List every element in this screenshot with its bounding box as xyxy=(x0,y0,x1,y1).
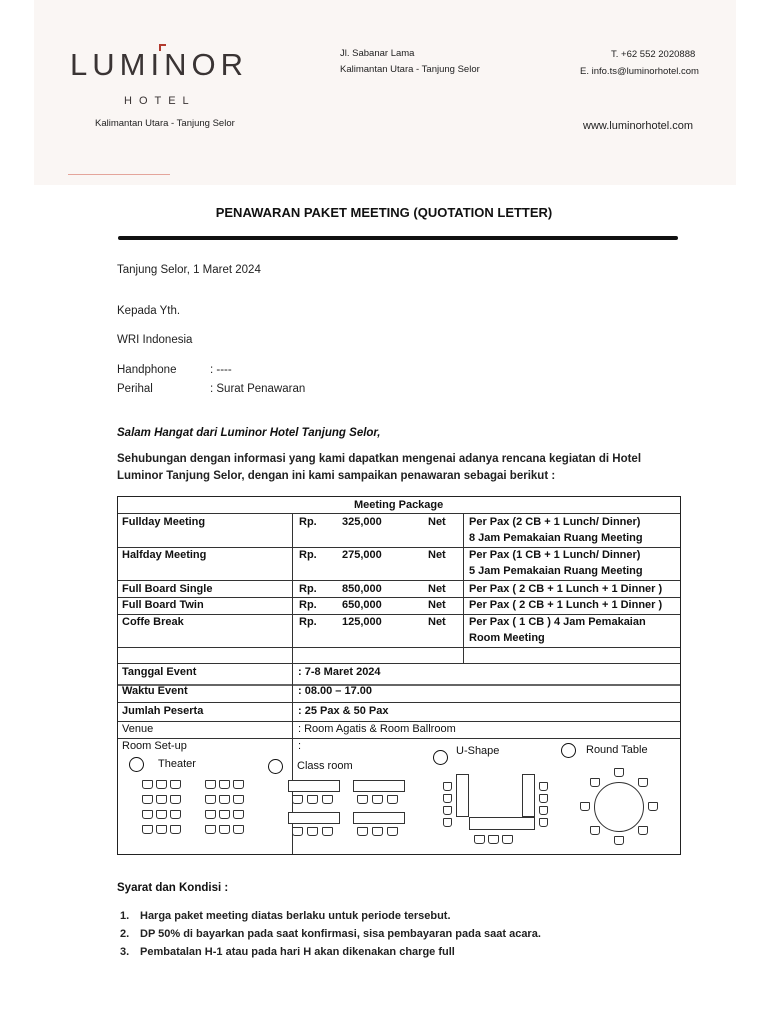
classroom-radio[interactable] xyxy=(268,759,283,774)
package-currency: Rp. xyxy=(299,616,317,628)
seat-icon xyxy=(372,827,383,836)
round-table-radio[interactable] xyxy=(561,743,576,758)
term-text: Pembatalan H-1 atau pada hari H akan dikenakan charge full xyxy=(140,946,455,958)
round-table-label: Round Table xyxy=(586,744,648,756)
seat-icon xyxy=(292,827,303,836)
package-name: Full Board Single xyxy=(122,583,213,595)
intro-line-2: Luminor Tanjung Selor, dengan ini kami sampaikan penawaran sebagai berikut : xyxy=(117,470,556,482)
seat-icon xyxy=(156,825,167,834)
package-price: 125,000 xyxy=(342,616,382,628)
classroom-label: Class room xyxy=(297,760,353,772)
package-desc: Per Pax ( 1 CB ) 4 Jam Pemakaian xyxy=(469,616,646,628)
handphone-label: Handphone xyxy=(117,364,177,376)
package-price: 650,000 xyxy=(342,599,382,611)
seat-icon xyxy=(142,810,153,819)
package-price: 325,000 xyxy=(342,516,382,528)
seat-icon xyxy=(539,806,548,815)
package-desc: Per Pax (2 CB + 1 Lunch/ Dinner) xyxy=(469,516,641,528)
package-net: Net xyxy=(428,516,446,528)
seat-icon xyxy=(539,818,548,827)
seat-icon xyxy=(219,810,230,819)
package-currency: Rp. xyxy=(299,549,317,561)
seat-icon xyxy=(233,780,244,789)
seat-icon xyxy=(614,836,624,845)
seat-icon xyxy=(474,835,485,844)
ushape-radio[interactable] xyxy=(433,750,448,765)
subject-value: : Surat Penawaran xyxy=(210,383,306,395)
seat-icon xyxy=(502,835,513,844)
intro-paragraph xyxy=(117,451,653,485)
round-table-shape xyxy=(594,782,644,832)
participants-value: : 25 Pax & 50 Pax xyxy=(298,705,389,717)
logo-accent-mark xyxy=(159,44,166,51)
letterhead xyxy=(34,0,736,185)
terms-title: Syarat dan Kondisi : xyxy=(117,882,229,894)
seat-icon xyxy=(219,780,230,789)
seat-icon xyxy=(648,802,658,811)
event-time-label: Waktu Event xyxy=(122,685,188,697)
seat-icon xyxy=(638,826,648,835)
package-desc: Per Pax (1 CB + 1 Lunch/ Dinner) xyxy=(469,549,641,561)
seat-icon xyxy=(156,810,167,819)
event-date-value: : 7-8 Maret 2024 xyxy=(298,666,381,678)
term-item xyxy=(120,910,451,922)
seat-icon xyxy=(443,818,452,827)
meeting-package-table xyxy=(117,496,681,855)
desk-shape xyxy=(469,817,535,830)
ushape-label: U-Shape xyxy=(456,745,500,757)
seat-icon xyxy=(233,810,244,819)
package-desc-2: Room Meeting xyxy=(469,632,545,644)
seat-icon xyxy=(357,827,368,836)
seat-icon xyxy=(590,826,600,835)
desk-shape xyxy=(353,780,405,792)
participants-label: Jumlah Peserta xyxy=(122,705,204,717)
seat-icon xyxy=(219,825,230,834)
desk-shape xyxy=(353,812,405,824)
seat-icon xyxy=(205,810,216,819)
seat-icon xyxy=(590,778,600,787)
place-date: Tanjung Selor, 1 Maret 2024 xyxy=(117,264,261,276)
theater-label: Theater xyxy=(158,758,196,770)
seat-icon xyxy=(170,780,181,789)
title-underline xyxy=(118,236,678,240)
seat-icon xyxy=(372,795,383,804)
package-currency: Rp. xyxy=(299,599,317,611)
term-text: DP 50% di bayarkan pada saat konfirmasi, sisa pembayaran pada saat acara. xyxy=(140,928,541,940)
package-net: Net xyxy=(428,549,446,561)
package-desc: Per Pax ( 2 CB + 1 Lunch + 1 Dinner ) xyxy=(469,599,663,611)
seat-icon xyxy=(205,795,216,804)
phone-number: T. +62 552 2020888 xyxy=(611,49,696,60)
seat-icon xyxy=(156,780,167,789)
greeting: Salam Hangat dari Luminor Hotel Tanjung Selor, xyxy=(117,427,381,439)
package-desc-2: 8 Jam Pemakaian Ruang Meeting xyxy=(469,532,643,544)
email-address: E. info.ts@luminorhotel.com xyxy=(580,66,699,77)
seat-icon xyxy=(322,795,333,804)
room-setup-label: Room Set-up xyxy=(122,740,187,752)
document-title: PENAWARAN PAKET MEETING (QUOTATION LETTER) xyxy=(215,205,553,220)
seat-icon xyxy=(142,780,153,789)
recipient-name: WRI Indonesia xyxy=(117,334,193,346)
package-desc-2: 5 Jam Pemakaian Ruang Meeting xyxy=(469,565,643,577)
term-text: Harga paket meeting diatas berlaku untuk periode tersebut. xyxy=(140,910,451,922)
desk-shape xyxy=(288,780,340,792)
seat-icon xyxy=(387,795,398,804)
venue-value: : Room Agatis & Room Ballroom xyxy=(298,723,456,735)
room-setup-value: : xyxy=(298,740,302,752)
event-time-value: : 08.00 – 17.00 xyxy=(298,685,373,697)
package-desc: Per Pax ( 2 CB + 1 Lunch + 1 Dinner ) xyxy=(469,583,663,595)
subject-label: Perihal xyxy=(117,383,153,395)
term-number: 2. xyxy=(120,928,130,940)
seat-icon xyxy=(443,806,452,815)
term-item xyxy=(120,928,541,940)
seat-icon xyxy=(443,794,452,803)
package-name: Full Board Twin xyxy=(122,599,204,611)
seat-icon xyxy=(488,835,499,844)
seat-icon xyxy=(322,827,333,836)
seat-icon xyxy=(539,794,548,803)
package-name: Fullday Meeting xyxy=(122,516,206,528)
seat-icon xyxy=(357,795,368,804)
package-net: Net xyxy=(428,583,446,595)
package-name: Halfday Meeting xyxy=(122,549,207,561)
seat-icon xyxy=(142,795,153,804)
table-header: Meeting Package xyxy=(354,499,444,511)
package-net: Net xyxy=(428,616,446,628)
desk-shape xyxy=(522,774,535,817)
event-date-label: Tanggal Event xyxy=(122,666,197,678)
seat-icon xyxy=(292,795,303,804)
address-line-1: Jl. Sabanar Lama xyxy=(340,48,415,59)
seat-icon xyxy=(233,795,244,804)
seat-icon xyxy=(638,778,648,787)
seat-icon xyxy=(170,825,181,834)
package-price: 850,000 xyxy=(342,583,382,595)
seat-icon xyxy=(219,795,230,804)
desk-shape xyxy=(288,812,340,824)
seat-icon xyxy=(142,825,153,834)
seat-icon xyxy=(156,795,167,804)
package-currency: Rp. xyxy=(299,583,317,595)
seat-icon xyxy=(205,780,216,789)
package-name: Coffe Break xyxy=(122,616,184,628)
seat-icon xyxy=(205,825,216,834)
package-price: 275,000 xyxy=(342,549,382,561)
letterhead-divider xyxy=(68,174,170,175)
letterhead-region: Kalimantan Utara - Tanjung Selor xyxy=(95,118,235,129)
intro-line-1: Sehubungan dengan informasi yang kami dapatkan mengenai adanya rencana kegiatan di Hotel xyxy=(117,453,642,465)
seat-icon xyxy=(307,827,318,836)
website-link[interactable]: www.luminorhotel.com xyxy=(583,120,694,132)
desk-shape xyxy=(456,774,469,817)
address-line-2: Kalimantan Utara - Tanjung Selor xyxy=(340,64,480,75)
term-number: 3. xyxy=(120,946,130,958)
hotel-logo-sub: HOTEL xyxy=(124,95,196,107)
theater-radio[interactable] xyxy=(129,757,144,772)
venue-label: Venue xyxy=(122,723,154,735)
seat-icon xyxy=(580,802,590,811)
seat-icon xyxy=(614,768,624,777)
seat-icon xyxy=(443,782,452,791)
seat-icon xyxy=(307,795,318,804)
seat-icon xyxy=(170,810,181,819)
seat-icon xyxy=(233,825,244,834)
term-item xyxy=(120,946,455,958)
package-net: Net xyxy=(428,599,446,611)
term-number: 1. xyxy=(120,910,130,922)
seat-icon xyxy=(170,795,181,804)
seat-icon xyxy=(539,782,548,791)
package-currency: Rp. xyxy=(299,516,317,528)
hotel-logo: LUMINOR xyxy=(70,47,248,82)
handphone-value: : ---- xyxy=(210,364,232,376)
seat-icon xyxy=(387,827,398,836)
recipient-to-label: Kepada Yth. xyxy=(117,305,181,317)
